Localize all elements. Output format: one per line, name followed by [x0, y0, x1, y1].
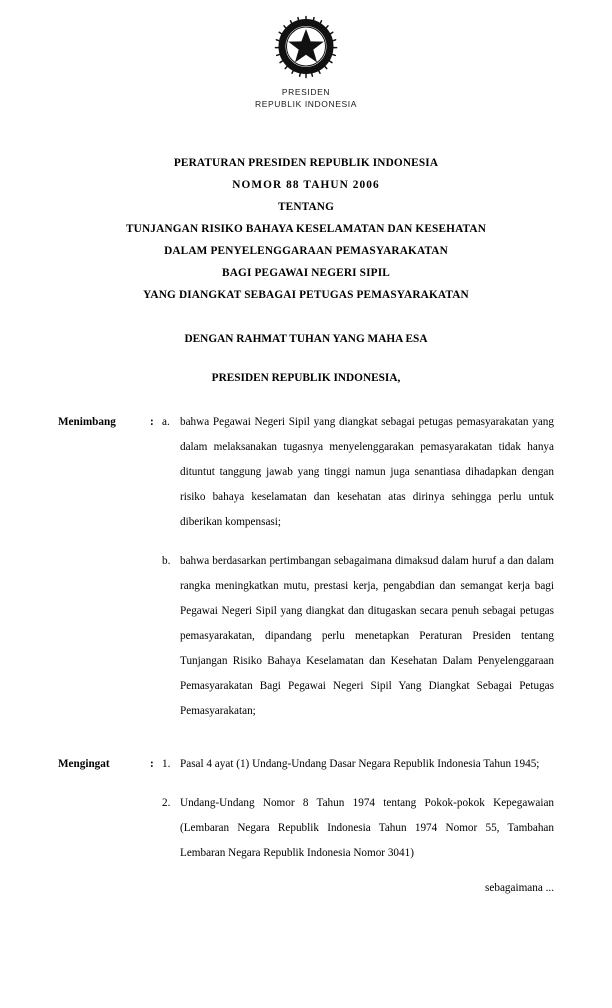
- considering-label: Menimbang: [58, 416, 116, 428]
- item-text: Pasal 4 ayat (1) Undang-Undang Dasar Negara Republik Indonesia Tahun 1945;: [180, 758, 540, 770]
- title-line-7: YANG DIANGKAT SEBAGAI PETUGAS PEMASYARAKATAN: [143, 289, 469, 301]
- list-item: [162, 410, 554, 535]
- title-line-3: TENTANG: [277, 201, 335, 213]
- title-line-4: TUNJANGAN RISIKO BAHAYA KESELAMATAN DAN KESEHATAN: [125, 223, 487, 235]
- title-line-2: NOMOR 88 TAHUN 2006: [232, 179, 380, 191]
- emblem-caption: [0, 86, 612, 110]
- page-title: [0, 152, 612, 306]
- item-marker: b.: [162, 555, 171, 567]
- title-line-6: BAGI PEGAWAI NEGERI SIPIL: [222, 267, 390, 279]
- title-line-1: PERATURAN PRESIDEN REPUBLIK INDONESIA: [173, 157, 439, 169]
- emblem-caption-line2: REPUBLIK INDONESIA: [255, 99, 357, 109]
- considering-clause: [58, 410, 554, 738]
- clause-spacer: [58, 740, 554, 752]
- list-item: [162, 791, 554, 866]
- garuda-star-emblem-icon: [273, 14, 339, 80]
- observing-clause: [58, 752, 554, 901]
- observing-label: Mengingat: [58, 758, 110, 770]
- item-marker: 2.: [162, 797, 171, 809]
- item-text: bahwa berdasarkan pertimbangan sebagaimana dimaksud dalam huruf a dan dalam rangka meningkatkan mutu, prestasi kerja, pengabdian dan semangat kerja bagi Pegawai Negeri Sipil yang diangkat dan ditugaskan secara penuh sebagai petugas pemasyarakatan, dipandang perlu menetapkan Peraturan Presiden tentang Tunjangan Risiko Bahaya Keselamatan dan Kesehatan Dalam Penyelenggaraan Pemasyarakatan Bagi Pegawai Negeri Sipil Yang Diangkat Sebagai Petugas Pemasyarakatan;: [180, 555, 554, 717]
- item-marker: a.: [162, 416, 170, 428]
- considering-items: [162, 410, 554, 738]
- list-item: [162, 549, 554, 724]
- continuation-note: sebagaimana ...: [485, 882, 554, 894]
- authority-line: PRESIDEN REPUBLIK INDONESIA,: [211, 372, 401, 384]
- document-body: [0, 410, 612, 901]
- observing-items: [162, 752, 554, 901]
- list-item: [162, 752, 554, 777]
- emblem-block: [0, 0, 612, 110]
- considering-colon: :: [150, 416, 154, 428]
- invocation-line: DENGAN RAHMAT TUHAN YANG MAHA ESA: [184, 333, 428, 345]
- item-text: Undang-Undang Nomor 8 Tahun 1974 tentang Pokok-pokok Kepegawaian (Lembaran Negara Republik Indonesia Tahun 1974 Nomor 55, Tambahan Lembaran Negara Republik Indonesia Nomor 3041): [180, 797, 554, 859]
- title-line-5: DALAM PENYELENGGARAAN PEMASYARAKATAN: [164, 245, 448, 257]
- item-text: bahwa Pegawai Negeri Sipil yang diangkat sebagai petugas pemasyarakatan yang dalam melaksanakan tugasnya menyelenggarakan pemasyarakatan tidak hanya dituntut tanggung jawab yang tinggi namun juga senantiasa dihadapkan dengan risiko bahaya keselamatan dan kesehatan atas dirinya sehingga perlu untuk diberikan kompensasi;: [180, 416, 554, 528]
- item-marker: 1.: [162, 758, 171, 770]
- observing-colon: :: [150, 758, 154, 770]
- emblem-caption-line1: PRESIDEN: [281, 87, 331, 97]
